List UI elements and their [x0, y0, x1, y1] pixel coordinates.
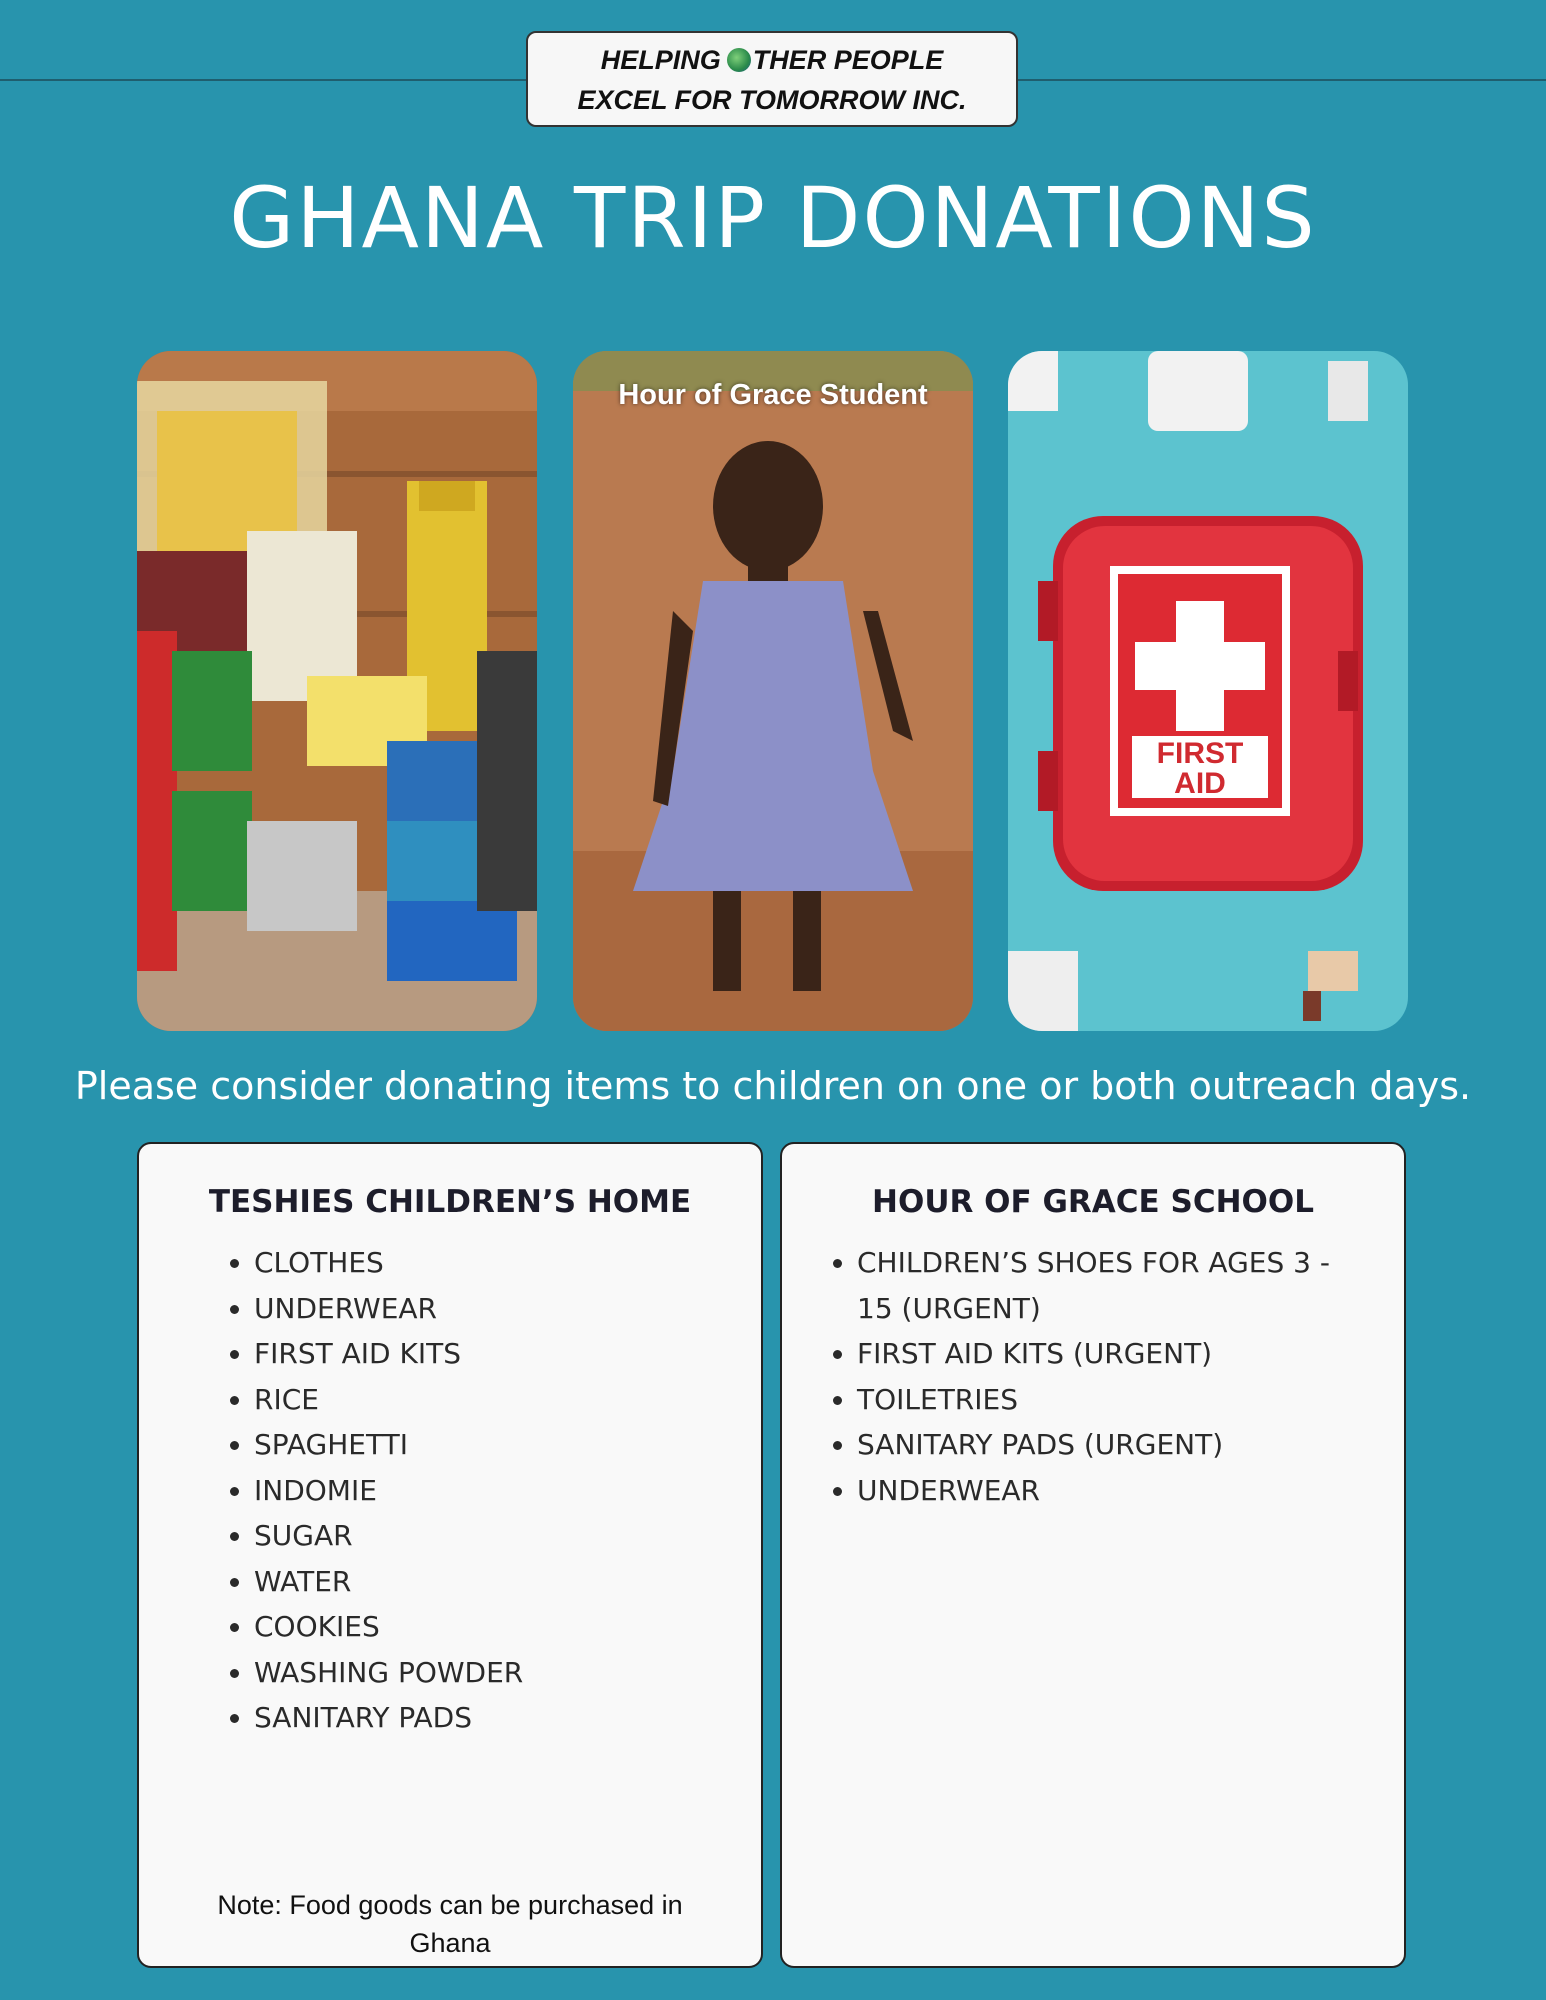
list-item: • SANITARY PADS (URGENT) — [857, 1422, 1374, 1468]
list-item: • RICE — [254, 1377, 761, 1423]
list-item: • COOKIES — [254, 1604, 761, 1650]
student-photo — [573, 351, 973, 1031]
list-item: • UNDERWEAR — [254, 1286, 761, 1332]
list-item: • SUGAR — [254, 1513, 761, 1559]
list-item: • SPAGHETTI — [254, 1422, 761, 1468]
list-item: • WASHING POWDER — [254, 1650, 761, 1696]
list-item: • WATER — [254, 1559, 761, 1605]
list-item: • CLOTHES — [254, 1240, 761, 1286]
globe-icon — [727, 48, 751, 72]
page-title: GHANA TRIP DONATIONS — [229, 169, 1317, 267]
hour-of-grace-card — [780, 1142, 1406, 1968]
donation-list — [139, 1240, 761, 1741]
list-item: • UNDERWEAR — [857, 1468, 1374, 1514]
first-aid-photo — [1008, 351, 1408, 1031]
list-item: • TOILETRIES — [857, 1377, 1374, 1423]
org-logo — [526, 31, 1018, 127]
donation-prompt: Please consider donating items to children on one or both outreach days. — [74, 1064, 1472, 1108]
food-goods-photo — [137, 351, 537, 1031]
org-name-line2: EXCEL FOR TOMORROW INC. — [577, 85, 967, 115]
food-note: Note: Food goods can be purchased in Ghana — [217, 1890, 683, 1958]
org-name-line1b: THER PEOPLE — [752, 45, 944, 75]
list-item: • INDOMIE — [254, 1468, 761, 1514]
list-item: • SANITARY PADS — [254, 1695, 761, 1741]
list-item: • FIRST AID KITS (URGENT) — [857, 1331, 1374, 1377]
card-heading: TESHIES CHILDREN’S HOME — [208, 1184, 692, 1220]
teshies-card — [137, 1142, 763, 1968]
list-item: • CHILDREN’S SHOES FOR AGES 3 - 15 (URGENT) — [857, 1240, 1374, 1331]
org-name-line1a: HELPING — [600, 45, 721, 75]
card-heading: HOUR OF GRACE SCHOOL — [872, 1184, 1314, 1220]
list-item: • FIRST AID KITS — [254, 1331, 761, 1377]
first-aid-label-2: AID — [1174, 767, 1226, 800]
photo-caption: Hour of Grace Student — [618, 379, 928, 411]
donation-list — [782, 1240, 1404, 1513]
first-aid-label-1: FIRST — [1156, 737, 1244, 770]
